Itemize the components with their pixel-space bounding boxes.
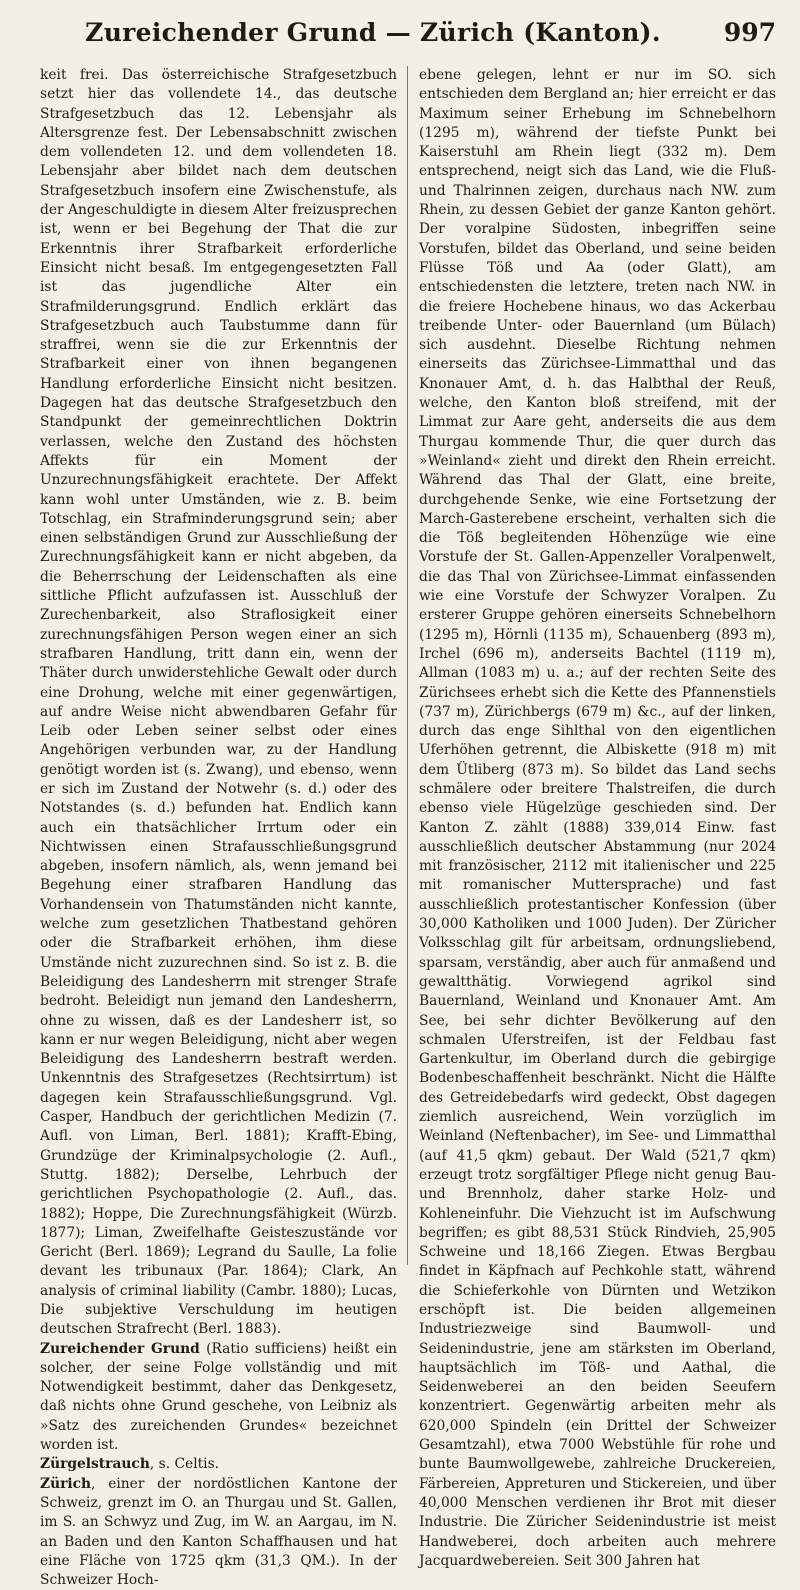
page-header <box>40 18 776 58</box>
entry-text-zureichender-grund: (Ratio sufficiens) heißt ein solcher, der seine Folge vollständig und mit Notwendigkeit bestimmt, daher das Denkgesetz, daß nichts ohne Grund geschehe, von Leibniz als »Satz des zureichenden Grundes« bezeichnet worden ist. <box>40 1340 398 1454</box>
headword-zuerich: Zürich <box>40 1475 92 1492</box>
entry-text-zuergelstrauch: , s. Celtis. <box>149 1456 220 1473</box>
entry-zuerich <box>40 1475 397 1590</box>
text-columns <box>40 66 776 1589</box>
running-title: Zureichender Grund — Zürich (Kanton). <box>85 18 661 47</box>
page-number: 997 <box>723 18 776 47</box>
entry-zureichender-grund <box>40 1340 397 1456</box>
paragraph-zuerich-continued: ebene gelegen, lehnt er nur im SO. sich entschieden dem Bergland an; hier erreicht er das Maximum seiner Erhebung im Schnebelhorn (1295 m), während der tiefste Punkt bei Kaiserstuhl am Rhein liegt (332 m). Dem entsprechend, neigt sich das Land, wie die Fluß- und Thalrinnen zeigen, durchaus nach NW. zum Rhein, zu dessen Gebiet der ganze Kanton gehört. Der voralpine Südosten, inbegriffen seine Vorstufen, bildet das Oberland, und seine beiden Flüsse Töß und Aa (oder Glatt), am entschiedensten die letztere, treten nach NW. in die freiere Hochebene hinaus, wo das Ackerbau treibende Unter- oder Bauernland (um Bülach) sich ausdehnt. Dieselbe Richtung nehmen einerseits das Zürichsee-Limmatthal und das Knonauer Amt, d. h. das Halbthal der Reuß, welche, den Kanton bloß streifend, mit der Limmat zur Aare geht, anderseits die aus dem Thurgau kommende Thur, die quer durch das »Weinland« zieht und direkt den Rhein erreicht. Während das Thal der Glatt, eine breite, durchgehende Senke, wie eine Fortsetzung der March-Gasterebene erscheint, verhalten sich die die Töß begleitenden Höhenzüge wie eine Vorstufe der St. Gallen-Appenzeller Voralpenwelt, die das Thal von Zürichsee-Limmat einfassenden wie eine Vorstufe der Schwyzer Voralpen. Zu ersterer Gruppe gehören einerseits Schnebelhorn (1295 m), Hörnli (1135 m), Schauenberg (893 m), Irchel (696 m), anderseits Bachtel (1119 m), Allman (1083 m) u. a.; auf der rechten Seite des Zürichsees erhebt sich die Kette des Pfannenstiels (737 m), Zürichbergs (679 m) &c., auf der linken, durch das enge Sihlthal von den eigentlichen Uferhöhen getrennt, die Albiskette (918 m) mit dem Ütliberg (873 m). So bildet das Land sechs schmälere oder breitere Thalstreifen, die durch ebenso viele Hügelzüge geschieden sind. Der Kanton Z. zählt (1888) 339,014 Einw. fast ausschließlich deutscher Abstammung (nur 2024 mit französischer, 2112 mit italienischer und 225 mit romanischer Muttersprache) und fast ausschließlich protestantischer Konfession (über 30,000 Katholiken und 1000 Juden). Der Züricher Volksschlag gilt für arbeitsam, ordnungsliebend, sparsam, verständig, aber auch für anmaßend und gewaltthätig. Vorwiegend agrikol sind Bauernland, Weinland und Knonauer Amt. Am See, bei sehr dichter Bevölkerung auf den schmalen Uferstreifen, ist der Feldbau fast Gartenkultur, im Oberland durch die gebirgige Bodenbeschaffenheit beschränkt. Nicht die Hälfte des Getreidebedarfs wird gedeckt, Obst dagegen ziemlich ausreichend, Wein vorzüglich im Weinland (Neftenbacher), im See- und Limmatthal (auf 41,5 qkm) gebaut. Der Wald (521,7 qkm) erzeugt trotz sorgfältiger Pflege nicht genug Bau- und Brennholz, daher starke Holz- und Kohleneinfuhr. Die Viehzucht ist im Aufschwung begriffen; es gibt 88,531 Stück Rindvieh, 25,905 Schweine und 18,166 Ziegen. Etwas Bergbau findet in Käpfnach auf Pechkohle statt, während die Schieferkohle von Dürnten und Wetzikon erschöpft ist. Die beiden allgemeinen Industriezweige sind Baumwoll- und Seidenindustrie, jene am stärksten im Oberland, hauptsächlich im Töß- und Aathal, die Seidenweberei an den beiden Seeufern konzentriert. Gegenwärtig arbeiten mehr als 620,000 Spindeln (ein Drittel der Schweizer Gesamtzahl), etwa 7000 Webstühle für rohe und bunte Baumwollgewebe, zahlreiche Druckereien, Färbereien, Appreturen und Stickereien, und über 40,000 Menschen verdienen ihr Brot mit dieser Industrie. Die Züricher Seidenindustrie ist meist Handweberei, doch arbeiten auch mehrere Jacquardwebereien. Seit 300 Jahren hat <box>419 67 776 1569</box>
entry-zuergelstrauch <box>40 1455 397 1474</box>
entry-text-zuerich: , einer der nordöstlichen Kantone der Schweiz, grenzt im O. an Thurgau und St. Gallen, im S. an Schwyz und Zug, im W. an Aargau, im N. an Baden und den Kanton Schaffhausen und hat eine Fläche von 1725 qkm (31,3 QM.). In der Schweizer Hoch- <box>40 1475 397 1589</box>
right-column <box>408 66 776 1569</box>
headword-zuergelstrauch: Zürgelstrauch <box>40 1456 150 1473</box>
left-column <box>40 66 408 1589</box>
paragraph-zurechnungsfaehigkeit: keit frei. Das österreichische Strafgesetzbuch setzt hier das vollendete 14., das deutsche Strafgesetzbuch das 12. Lebensjahr als Altersgrenze fest. Der Lebensabschnitt zwischen dem vollendeten 12. und dem vollendeten 18. Lebensjahr aber bildet nach dem deutschen Strafgesetzbuch insofern eine Zwischenstufe, als der Angeschuldigte in diesem Alter freizusprechen ist, wenn er bei Begehung der That die zur Erkenntnis ihrer Strafbarkeit erforderliche Einsicht nicht besaß. Im entgegengesetzten Fall ist das jugendliche Alter ein Strafmilderungsgrund. Endlich erklärt das Strafgesetzbuch auch Taubstumme dann für straffrei, wenn sie die zur Erkenntnis der Strafbarkeit einer von ihnen begangenen Handlung erforderliche Einsicht nicht besitzen. Dagegen hat das deutsche Strafgesetzbuch den Standpunkt der gemeinrechtlichen Doktrin verlassen, welche den Zustand des höchsten Affekts für ein Moment der Unzurechnungsfähigkeit erachtete. Der Affekt kann wohl unter Umständen, wie z. B. beim Totschlag, ein Strafminderungsgrund sein; aber einen selbständigen Grund zur Ausschließung der Zurechnungsfähigkeit kann er nicht abgeben, da die Beherrschung der Leidenschaften als eine sittliche Pflicht aufzufassen ist. Ausschluß der Zurechenbarkeit, also Straflosigkeit einer zurechnungsfähigen Person wegen einer an sich strafbaren Handlung, tritt dann ein, wenn der Thäter durch unwiderstehliche Gewalt oder durch eine Drohung, welche mit einer gegenwärtigen, auf andre Weise nicht abwendbaren Gefahr für Leib oder Leben seiner selbst oder eines Angehörigen verbunden war, zu der Handlung genötigt worden ist (s. Zwang), und ebenso, wenn er sich im Zustand der Notwehr (s. d.) oder des Notstandes (s. d.) befunden hat. Endlich kann auch ein thatsächlicher Irrtum oder ein Nichtwissen einen Strafausschließungsgrund abgeben, insofern nämlich, als, wenn jemand bei Begehung einer strafbaren Handlung das Vorhandensein von Thatumständen nicht kannte, welche zum gesetzlichen Thatbestand gehören oder die Strafbarkeit erhöhen, ihm diese Umstände nicht zuzurechnen sind. So ist z. B. die Beleidigung des Landesherrn mit strenger Strafe bedroht. Beleidigt nun jemand den Landesherrn, ohne zu wissen, daß es der Landesherr ist, so kann er nur wegen Beleidigung, nicht aber wegen Beleidigung des Landesherrn bestraft werden. Unkenntnis des Strafgesetzes (Rechtsirrtum) ist dagegen kein Strafausschließungsgrund. Vgl. Casper, Handbuch der gerichtlichen Medizin (7. Aufl. von Liman, Berl. 1881); Krafft-Ebing, Grundzüge der Kriminalpsychologie (2. Aufl., Stuttg. 1882); Derselbe, Lehrbuch der gerichtlichen Psychopathologie (2. Aufl., das. 1882); Hoppe, Die Zurechnungsfähigkeit (Würzb. 1877); Liman, Zweifelhafte Geisteszustände vor Gericht (Berl. 1869); Legrand du Saulle, La folie devant les tribunaux (Par. 1864); Clark, An analysis of criminal liability (Cambr. 1880); Lucas, Die subjektive Verschuldung im heutigen deutschen Strafrecht (Berl. 1883). <box>40 67 397 1338</box>
headword-zureichender-grund: Zureichender Grund <box>40 1340 200 1357</box>
